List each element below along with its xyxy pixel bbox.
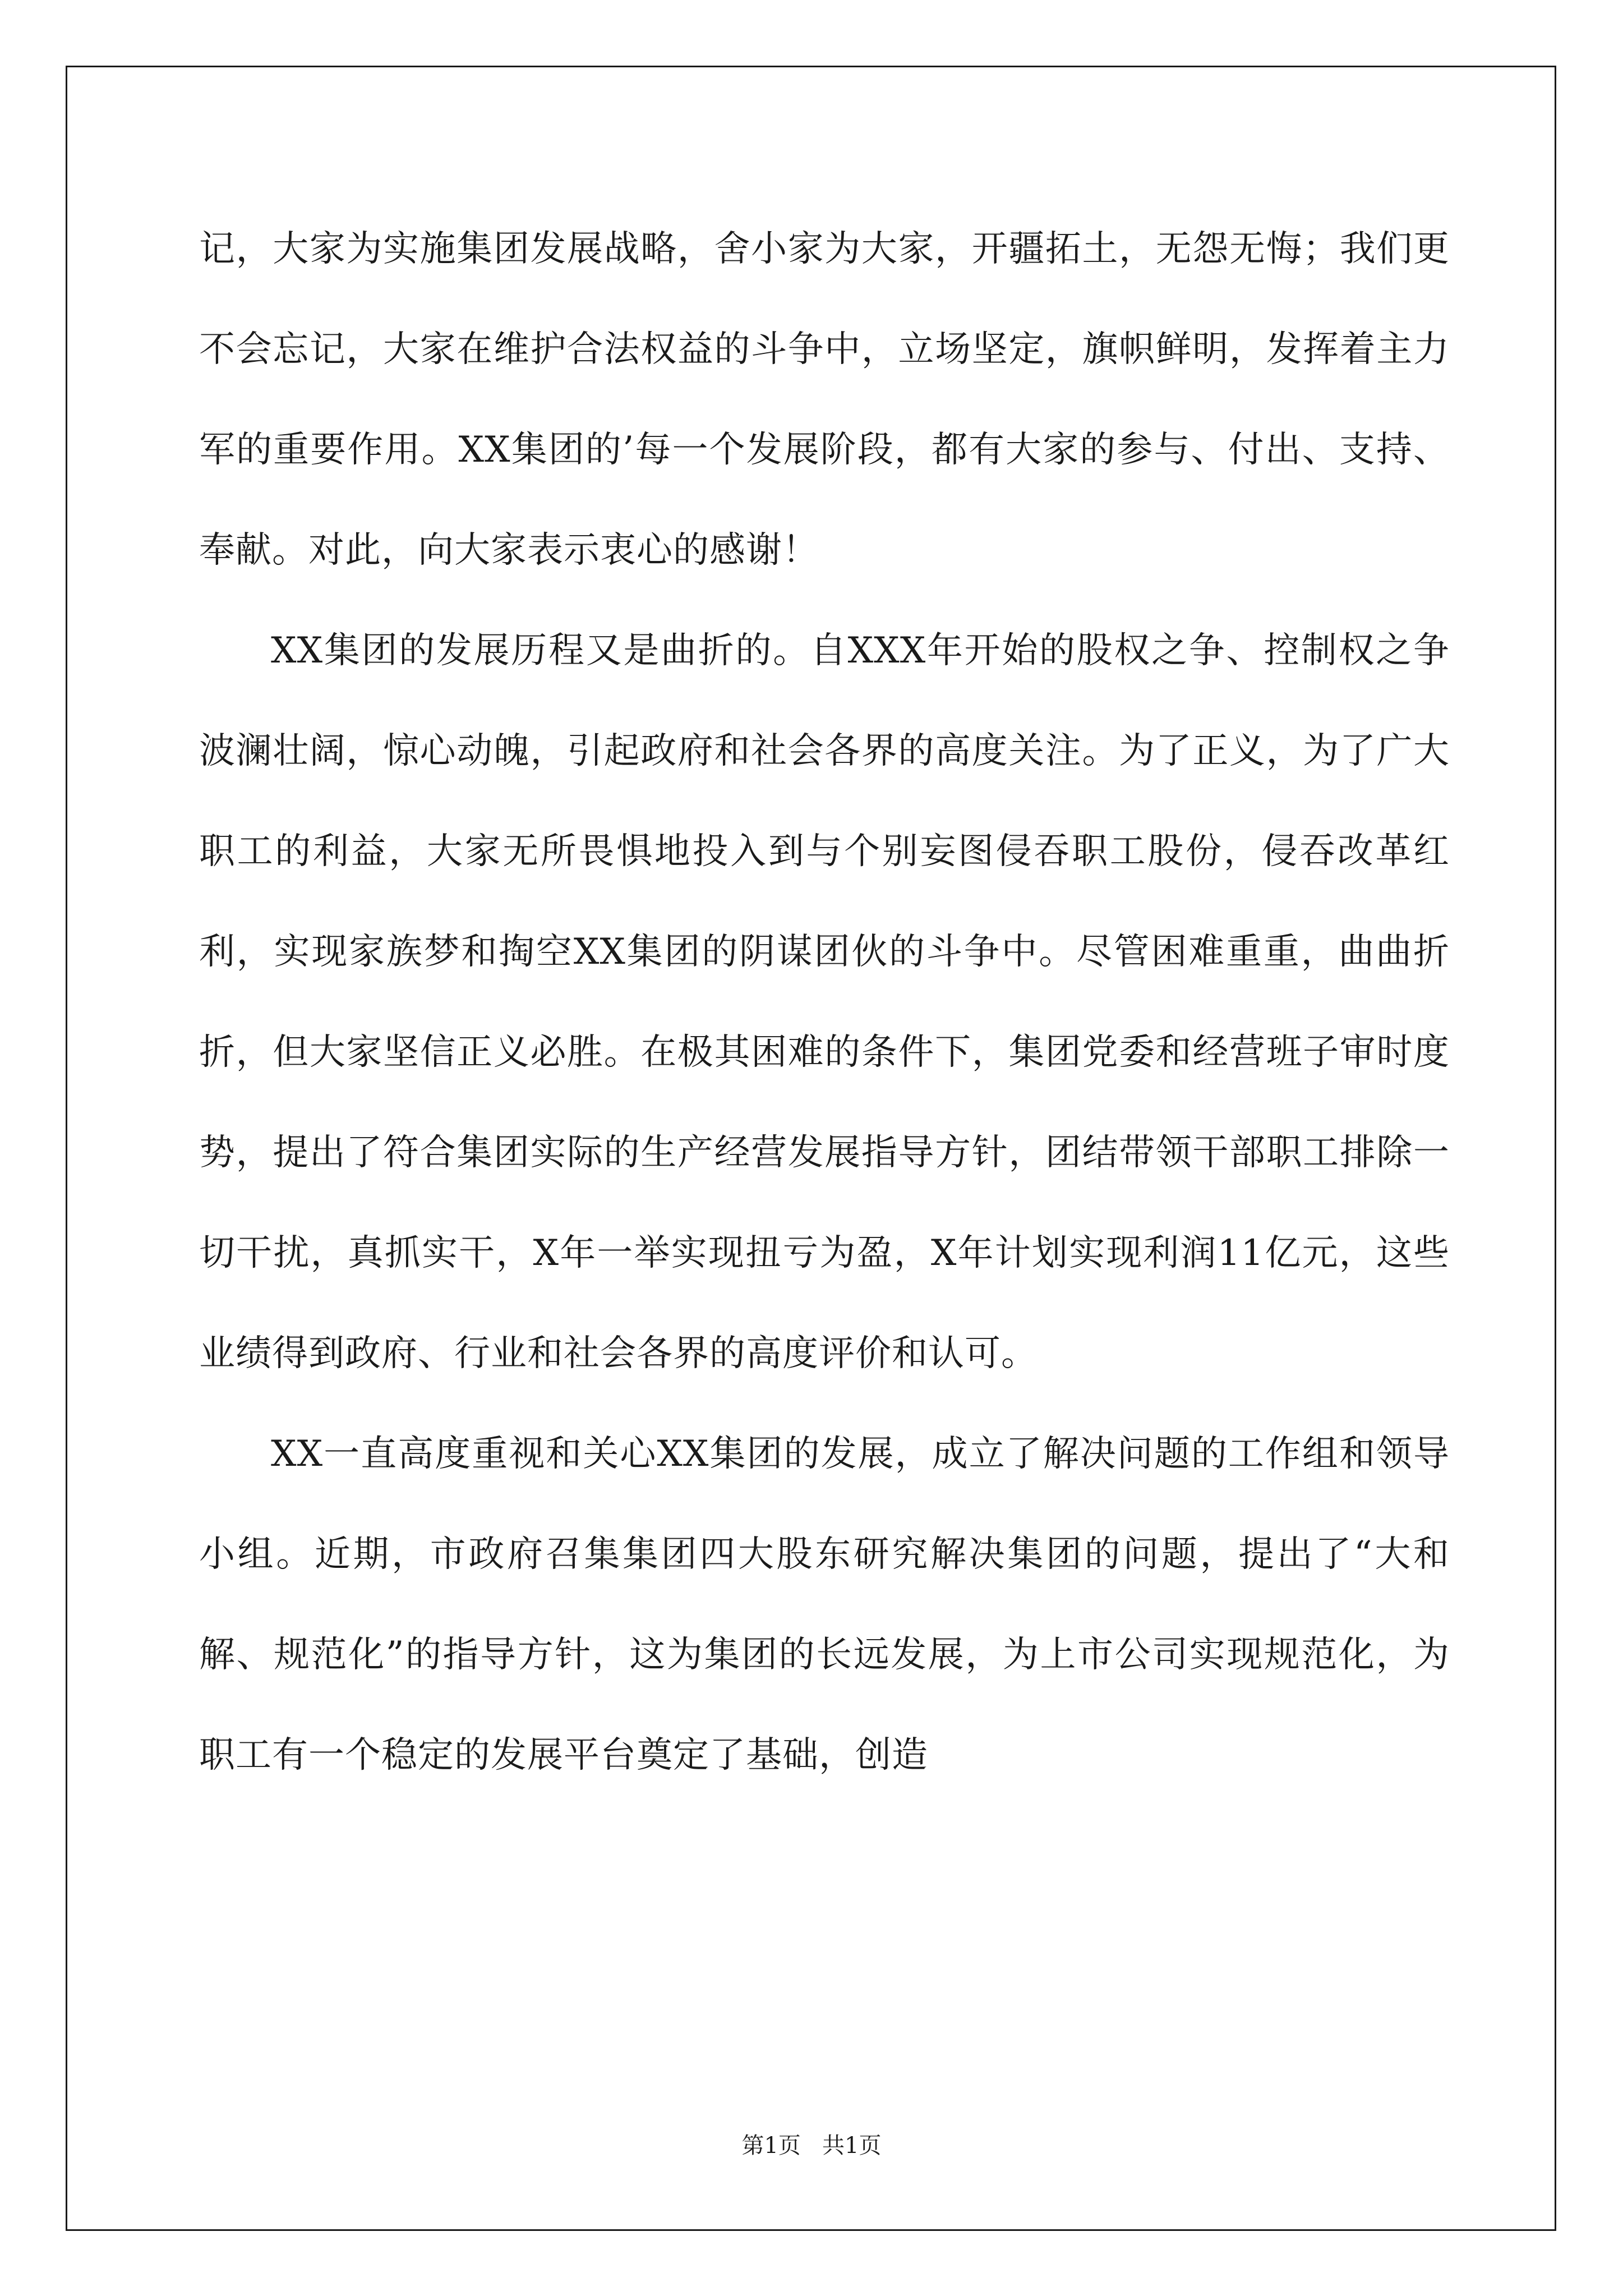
paragraph-1: 记，大家为实施集团发展战略，舍小家为大家，开疆拓土，无怨无悔；我们更不会忘记，大家在维护合法权益的斗争中，立场坚定，旗帜鲜明，发挥着主力军的重要作用。XX集团的’每一个发展阶段，都有大家的参与、付出、支持、奉献。对此，向大家表示衷心的感谢！ bbox=[199, 228, 1450, 571]
paragraph-3: XX一直高度重视和关心XX集团的发展，成立了解决问题的工作组和领导小组。近期，市政府召集集团四大股东研究解决集团的问题，提出了“大和解、规范化”的指导方针，这为集团的长远发展，为上市公司实现规范化，为职工有一个稳定的发展平台奠定了基础，创造 bbox=[199, 1433, 1450, 1776]
page-number-footer: 第1页 共1页 bbox=[741, 2133, 882, 2159]
paragraph-2: XX集团的发展历程又是曲折的。自XXX年开始的股权之争、控制权之争波澜壮阔，惊心动魄，引起政府和社会各界的高度关注。为了正义，为了广大职工的利益，大家无所畏惧地投入到与个别妄图侵吞职工股份，侵吞改革红利，实现家族梦和掏空XX集团的阴谋团伙的斗争中。尽管困难重重，曲曲折折，但大家坚信正义必胜。在极其困难的条件下，集团党委和经营班子审时度势，提出了符合集团实际的生产经营发展指导方针，团结带领干部职工排除一切干扰，真抓实干，X年一举实现扭亏为盈，X年计划实现利润11亿元，这些业绩得到政府、行业和社会各界的高度评价和认可。 bbox=[199, 630, 1450, 1374]
document-body bbox=[199, 199, 1450, 1806]
